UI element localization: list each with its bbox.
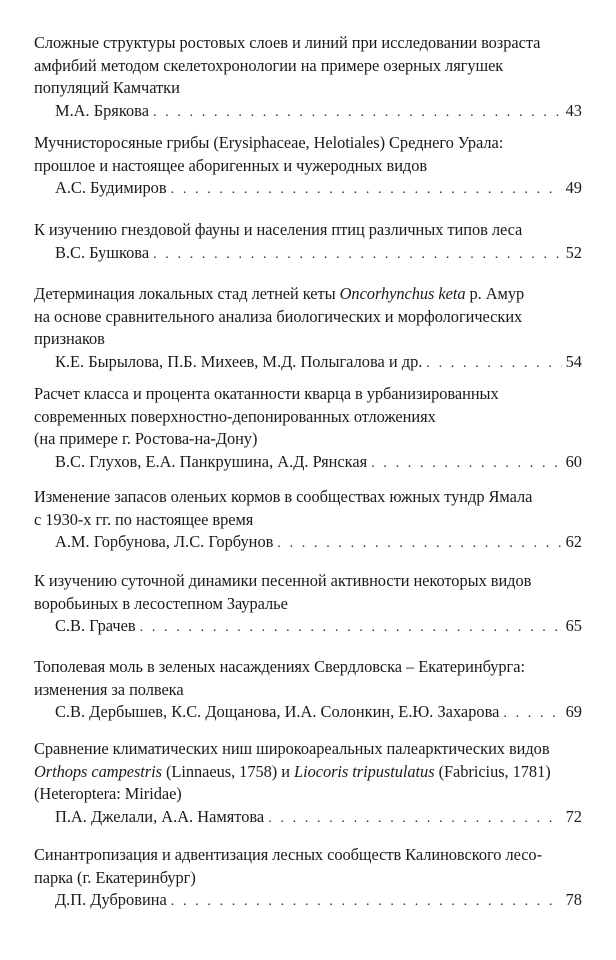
- entry-authors: К.Е. Бырылова, П.Б. Михеев, М.Д. Полыгалова и др.: [55, 351, 423, 371]
- page-number: 43: [565, 100, 582, 120]
- entry-authors: М.А. Брякова: [55, 100, 149, 120]
- title-line: К изучению суточной динамики песенной активности некоторых видов: [34, 571, 532, 590]
- entry-authors: В.С. Бушкова: [55, 242, 150, 262]
- authors-line: [34, 889, 582, 914]
- authors-line: [34, 100, 582, 125]
- toc-entry: [34, 570, 582, 640]
- entry-authors: С.В. Грачев: [55, 616, 136, 635]
- page-number: 72: [565, 806, 582, 826]
- entry-authors: Д.П. Дубровина: [55, 890, 167, 909]
- toc-entry: [34, 219, 582, 266]
- authors-line: [34, 451, 582, 476]
- dot-leader: [371, 453, 561, 476]
- entry-authors: В.С. Глухов, Е.А. Панкрушина, А.Д. Рянская: [55, 451, 368, 471]
- page-number: 60: [565, 451, 582, 471]
- dot-leader: [140, 617, 562, 640]
- dot-leader: [153, 244, 562, 267]
- title-text: Детерминация локальных стад летней кеты: [34, 284, 340, 303]
- title-line: (на примере г. Ростова-на-Дону): [34, 429, 258, 448]
- title-line: признаков: [34, 329, 105, 348]
- page-number: 78: [565, 890, 582, 909]
- entry-title: [34, 656, 582, 701]
- authors-line: [34, 615, 582, 640]
- page-number: 69: [565, 702, 582, 721]
- title-line: Сравнение климатических ниш широкоареальных палеарктических видов: [34, 739, 550, 758]
- entry-authors: А.М. Горбунова, Л.С. Горбунов: [55, 532, 274, 551]
- title-text: р. Амур: [465, 284, 525, 303]
- dot-leader: [503, 703, 561, 726]
- title-line: на основе сравнительного анализа биологических и морфологических: [34, 306, 523, 326]
- title-line: Мучнисторосяные грибы (Erysiphaceae, Helotiales) Среднего Урала:: [34, 133, 504, 152]
- title-line: популяций Камчатки: [34, 78, 180, 97]
- page-number: 62: [565, 532, 582, 551]
- entry-title: [34, 132, 582, 177]
- entry-authors: П.А. Джелали, А.А. Намятова: [55, 806, 265, 826]
- entry-title: [34, 383, 582, 451]
- title-text: (Fabricius, 1781): [434, 761, 551, 781]
- authors-line: [34, 531, 582, 556]
- authors-line: [34, 701, 582, 726]
- authors-line: [34, 177, 582, 202]
- toc-entry: [34, 486, 582, 556]
- page-number: 49: [565, 178, 582, 197]
- title-line: К изучению гнездовой фауны и населения птиц различных типов леса: [34, 220, 523, 239]
- toc-entry: [34, 844, 582, 914]
- toc-entry: [34, 656, 582, 726]
- dot-leader: [171, 179, 562, 202]
- title-line: прошлое и настоящее аборигенных и чужеродных видов: [34, 155, 428, 175]
- entry-title: [34, 283, 582, 351]
- dot-leader: [268, 808, 561, 831]
- title-line: Сложные структуры ростовых слоев и линий при исследовании возраста: [34, 33, 541, 52]
- entry-title: [34, 486, 582, 531]
- title-line: [34, 283, 582, 306]
- dot-leader: [426, 353, 561, 376]
- authors-line: [34, 351, 582, 376]
- title-line: [34, 761, 582, 784]
- page-number: 65: [565, 616, 582, 635]
- dot-leader: [171, 891, 562, 914]
- title-line: Расчет класса и процента окатанности кварца в урбанизированных: [34, 384, 499, 403]
- authors-line: [34, 242, 582, 267]
- species-name: Liocoris tripustulatus: [294, 761, 435, 781]
- title-line: изменения за полвека: [34, 679, 184, 699]
- entry-title: [34, 844, 582, 889]
- entry-title: [34, 570, 582, 615]
- species-name: Oncorhynchus keta: [339, 284, 466, 303]
- title-text: (Linnaeus, 1758) и: [161, 761, 294, 781]
- entry-authors: А.С. Будимиров: [55, 178, 167, 197]
- title-line: Тополевая моль в зеленых насаждениях Свердловска – Екатеринбурга:: [34, 657, 525, 676]
- entry-title: [34, 32, 582, 100]
- toc-entry: [34, 32, 582, 124]
- toc-entry: [34, 738, 582, 830]
- page-number: 52: [565, 242, 582, 262]
- title-line: парка (г. Екатеринбург): [34, 867, 196, 887]
- entry-title: [34, 738, 582, 806]
- title-line: с 1930-х гг. по настоящее время: [34, 509, 254, 529]
- title-line: Синантропизация и адвентизация лесных сообществ Калиновского лесо-: [34, 845, 542, 864]
- toc-entry: [34, 383, 582, 475]
- toc-entry: [34, 132, 582, 202]
- dot-leader: [153, 102, 562, 125]
- title-line: современных поверхностно-депонированных отложениях: [34, 406, 436, 426]
- toc-entry: [34, 283, 582, 375]
- authors-line: [34, 806, 582, 831]
- page-number: 54: [565, 351, 582, 371]
- entry-title: [34, 219, 582, 242]
- entry-authors: С.В. Дербышев, К.С. Дощанова, И.А. Солонкин, Е.Ю. Захарова: [55, 702, 500, 721]
- title-line: Изменение запасов оленьих кормов в сообществах южных тундр Ямала: [34, 487, 533, 506]
- title-line: воробьиных в лесостепном Зауралье: [34, 593, 288, 613]
- dot-leader: [277, 533, 561, 556]
- species-name: Orthops campestris: [34, 761, 162, 781]
- title-line: амфибий методом скелетохронологии на примере озерных лягушек: [34, 55, 504, 75]
- title-line: (Heteroptera: Miridae): [34, 784, 182, 803]
